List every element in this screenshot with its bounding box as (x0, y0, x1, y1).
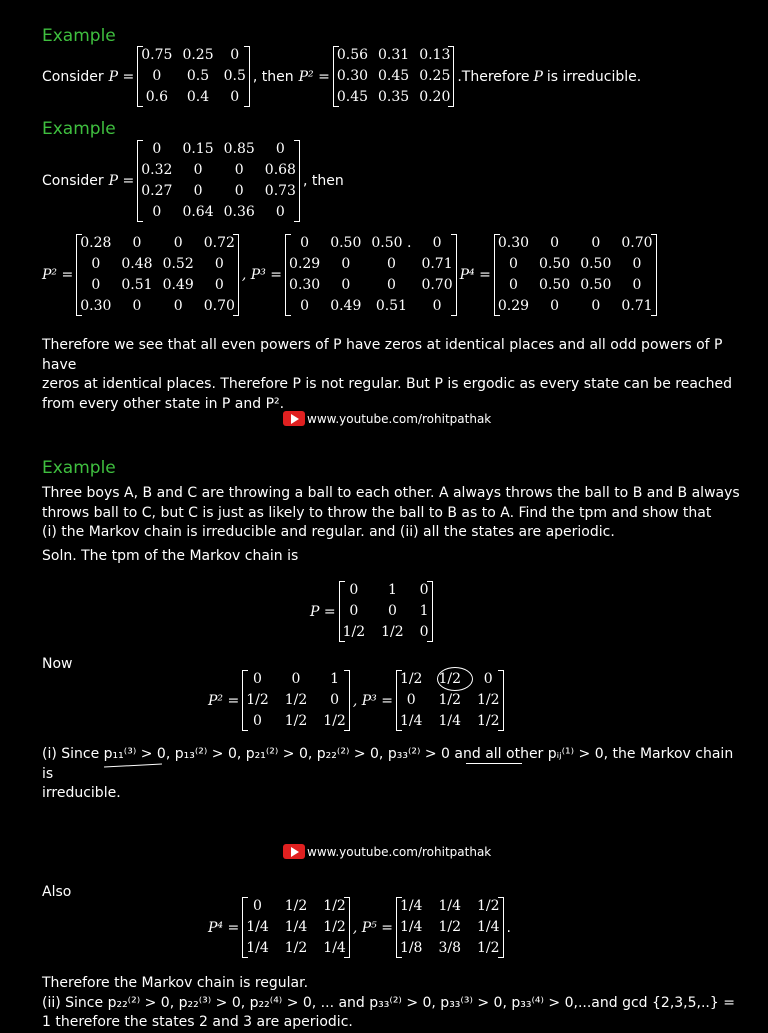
matrix-entry: 0.51 (121, 277, 153, 293)
matrix-entry: 0 (214, 277, 224, 293)
example-3-problem (42, 484, 742, 566)
matrix-entry: 1/2 (477, 692, 500, 708)
matrix-entry: 0.48 (121, 256, 153, 272)
matrix-entry: 0 (230, 47, 240, 63)
matrix-entry: 1/2 (438, 692, 461, 708)
irreducible-label: is irreducible. (546, 68, 642, 85)
matrix-entry: 0.30 (289, 277, 321, 293)
matrix-entry: 1 (330, 671, 339, 687)
conclusion-line-2: zeros at identical places. Therefore P is not regular. But P is ergodic as every state can be reached (42, 376, 732, 392)
matrix-entry: 0 (193, 162, 203, 178)
matrix-entry: 0.5 (223, 68, 246, 84)
matrix-entry: 0 (349, 603, 359, 619)
matrix-entry: 0.52 (162, 256, 194, 272)
p4-label: P⁴ = (208, 919, 240, 936)
matrix-entry: 0 (152, 204, 162, 220)
p-symbol: P (533, 68, 543, 85)
example-2-powers (42, 234, 660, 316)
matrix-entry: 0.15 (182, 141, 214, 157)
matrix-entry: 0.75 (141, 47, 173, 63)
matrix-entry: 0.13 (419, 47, 451, 63)
matrix-entry: 0 (132, 298, 142, 314)
matrix-entry: 0 (632, 256, 642, 272)
matrix-entry: 1/2 (323, 898, 346, 914)
matrix-entry: 0.73 (264, 183, 296, 199)
example-2-heading: Example (42, 119, 116, 139)
matrix-entry: 0.25 (182, 47, 214, 63)
then-label: , then (302, 173, 344, 189)
matrix-p3 (285, 234, 457, 316)
p4-label: P⁴ = (459, 267, 491, 283)
matrix-entry: 0.70 (621, 235, 653, 251)
conclusion-line-1: Therefore we see that all even powers of P have zeros at identical places and all odd powers of P have (42, 337, 723, 373)
matrix-entry: 0 (152, 68, 162, 84)
matrix-entry: 1/2 (477, 898, 500, 914)
matrix-entry: 1/2 (284, 713, 308, 729)
matrix-entry: 0 (632, 277, 642, 293)
matrix-entry: 0 (386, 256, 396, 272)
matrix-entry: 0.31 (378, 47, 410, 63)
matrix-entry: 0.20 (419, 89, 451, 105)
consider-label: Consider (42, 68, 104, 85)
youtube-play-icon (283, 411, 305, 426)
matrix-entry: 0 (173, 298, 183, 314)
p2-label: P² = (208, 692, 240, 709)
annotation-underline-2 (466, 763, 522, 764)
matrix-entry: 1/4 (246, 919, 269, 935)
matrix-entry: 0.72 (203, 235, 235, 251)
problem-line-3: (i) the Markov chain is irreducible and regular. and (ii) all the states are aperiodic. (42, 524, 615, 540)
matrix-entry: 0.35 (378, 89, 410, 105)
matrix-entry: 0 (432, 298, 442, 314)
matrix-entry: 0.56 (336, 47, 369, 63)
matrix-entry: 0 (214, 256, 224, 272)
example-2-conclusion (42, 336, 742, 414)
aperiodic-line-1: (ii) Since p₂₂⁽²⁾ > 0, p₂₂⁽³⁾ > 0, p₂₂⁽⁴⁾ > 0, ... and p₃₃⁽²⁾ > 0, p₃₃⁽³⁾ > 0, p₃₃⁽⁴⁾ > 0,...and gcd {2,3,5,..} = (42, 994, 735, 1011)
matrix-entry: 0 (406, 692, 416, 708)
matrix-entry: 0 (300, 235, 310, 251)
matrix-entry: 0 (253, 713, 262, 729)
matrix-entry: 0.30 (336, 68, 369, 84)
p-label: P = (310, 603, 336, 620)
matrix-entry: 0 (386, 277, 396, 293)
matrix-entry: 0.45 (378, 68, 410, 84)
matrix-entry: 0 (132, 235, 142, 251)
matrix-p2 (76, 234, 239, 316)
p2-label: P² = (298, 68, 330, 85)
matrix-entry: 0 (300, 298, 310, 314)
matrix-entry: 1/4 (284, 919, 308, 935)
matrix-entry: 0 (275, 141, 285, 157)
matrix-entry: 0 (550, 235, 560, 251)
matrix-entry: 0 (387, 603, 397, 619)
p2-label: P² = (42, 267, 74, 283)
matrix-entry: 1/2 (246, 692, 269, 708)
aperiodic-line-2: 1 therefore the states 2 and 3 are aperiodic. (42, 1014, 353, 1030)
period-mark: . (506, 919, 511, 936)
matrix-entry: 0.70 (421, 277, 453, 293)
matrix-entry: 0.6 (145, 89, 168, 105)
conclusion-line-3: from every other state in P and P². (42, 395, 285, 412)
therefore-label: .Therefore (457, 68, 530, 85)
matrix-entry: 0 (291, 671, 301, 687)
matrix-entry: 0 (234, 162, 244, 178)
matrix-entry: 0.4 (186, 89, 210, 105)
matrix-entry: 0.71 (421, 256, 453, 272)
matrix-entry: 0 (230, 89, 240, 105)
solution-line: Soln. The tpm of the Markov chain is (42, 547, 299, 564)
matrix-entry: 1/4 (323, 940, 346, 956)
matrix-entry: 0 (349, 582, 359, 598)
matrix-entry: 0.50 (330, 235, 362, 251)
consider-label: Consider (42, 173, 104, 189)
since-line-2: irreducible. (42, 785, 121, 801)
matrix-entry: 1/4 (477, 919, 500, 935)
matrix-entry: 0 (591, 235, 601, 251)
matrix-p2 (333, 46, 455, 107)
matrix-entry: 0.36 (223, 204, 255, 220)
matrix-entry: 0 (419, 624, 429, 640)
example-3-p4-p5 (208, 897, 511, 958)
matrix-entry: 0 (508, 277, 518, 293)
matrix-entry: 0 (591, 298, 601, 314)
matrix-entry: 0.64 (182, 204, 214, 220)
matrix-entry: 1/2 (438, 919, 461, 935)
matrix-p (137, 140, 300, 222)
matrix-entry: 0 (432, 235, 442, 251)
matrix-entry: 1/4 (399, 713, 423, 729)
matrix-entry: 0.50 . (371, 235, 412, 251)
matrix-entry: 0.25 (419, 68, 451, 84)
matrix-entry: 1/2 (477, 940, 500, 956)
youtube-watermark-2 (283, 844, 491, 859)
matrix-p4 (494, 234, 657, 316)
p3-label: , P³ = (241, 267, 283, 283)
matrix-p5 (396, 897, 504, 958)
matrix-entry: 0.29 (497, 298, 530, 314)
matrix-entry: 0.27 (141, 183, 173, 199)
youtube-watermark-1 (283, 411, 491, 426)
matrix-entry: 0 (330, 692, 339, 708)
matrix-entry: 0.50 (539, 277, 571, 293)
matrix-entry: 0.51 (375, 298, 407, 314)
matrix-entry: 0 (253, 671, 262, 687)
problem-line-1: Three boys A, B and C are throwing a ball to each other. A always throws the ball to B and B always (42, 485, 740, 501)
matrix-entry: 1/8 (399, 940, 423, 956)
matrix-entry: 0.32 (141, 162, 173, 178)
matrix-entry: 0 (152, 141, 162, 157)
problem-line-2: throws ball to C, but C is just as likely to throw the ball to B as to A. Find the tpm and show that (42, 504, 712, 521)
matrix-entry: 1/2 (438, 671, 461, 687)
matrix-entry: 0.49 (162, 277, 194, 293)
matrix-entry: 0.5 (186, 68, 210, 84)
matrix-entry: 0 (234, 183, 244, 199)
p-label: P = (108, 68, 135, 85)
matrix-entry: 1 (387, 582, 397, 598)
example-1-equation (42, 46, 641, 107)
matrix-entry: 0 (483, 671, 493, 687)
matrix-entry: 1/4 (246, 940, 269, 956)
irreducible-argument (42, 745, 742, 804)
matrix-entry: 0.50 (539, 256, 571, 272)
regular-line: Therefore the Markov chain is regular. (42, 975, 309, 991)
matrix-entry: 0 (173, 235, 183, 251)
matrix-p4 (242, 897, 350, 958)
p3-label: , P³ = (352, 692, 393, 709)
youtube-play-icon (283, 844, 305, 859)
matrix-entry: 0.29 (289, 256, 321, 272)
matrix-p2 (242, 670, 350, 731)
matrix-entry: 1/2 (323, 919, 346, 935)
matrix-p (137, 46, 250, 107)
example-2-equation (42, 140, 344, 222)
also-label: Also (42, 884, 72, 900)
matrix-entry: 0.45 (336, 89, 369, 105)
matrix-entry: 1/4 (438, 713, 461, 729)
matrix-entry: 0.68 (264, 162, 296, 178)
matrix-entry: 0.50 (580, 277, 612, 293)
p-label: P = (108, 173, 135, 189)
matrix-entry: 1/4 (399, 919, 423, 935)
example-1-heading: Example (42, 26, 116, 46)
matrix-entry: 0 (550, 298, 560, 314)
matrix-entry: 0 (193, 183, 203, 199)
example-3-heading: Example (42, 458, 116, 478)
matrix-entry: 1/2 (284, 692, 308, 708)
now-label: Now (42, 656, 73, 672)
matrix-entry: 0 (91, 277, 101, 293)
annotation-circle (437, 667, 473, 691)
matrix-entry: 0 (341, 256, 351, 272)
matrix-p (339, 581, 433, 642)
matrix-entry: 0.30 (497, 235, 530, 251)
matrix-entry: 0 (341, 277, 351, 293)
matrix-entry: 0 (419, 582, 429, 598)
youtube-url: www.youtube.com/rohitpathak (307, 844, 492, 859)
matrix-entry: 0.49 (330, 298, 362, 314)
matrix-entry: 0 (91, 256, 101, 272)
since-line-1: (i) Since p₁₁⁽³⁾ > 0, p₁₃⁽²⁾ > 0, p₂₁⁽²⁾ > 0, p₂₂⁽²⁾ > 0, p₃₃⁽²⁾ > 0 and all other pᵢⱼ⁽¹⁾ > 0, the Markov chain is (42, 746, 734, 782)
matrix-entry: 0.85 (223, 141, 255, 157)
matrix-entry: 0.70 (203, 298, 235, 314)
matrix-entry: 0.28 (80, 235, 112, 251)
matrix-entry: 0 (275, 204, 285, 220)
p5-label: , P⁵ = (352, 919, 393, 936)
matrix-entry: 1/2 (477, 713, 500, 729)
youtube-url: www.youtube.com/rohitpathak (307, 411, 492, 426)
matrix-entry: 0 (508, 256, 518, 272)
matrix-entry: 1/2 (399, 671, 423, 687)
matrix-entry: 3/8 (438, 940, 461, 956)
matrix-entry: 0.30 (80, 298, 112, 314)
matrix-entry: 0.50 (580, 256, 612, 272)
matrix-entry: 1/2 (284, 898, 308, 914)
matrix-entry: 1/4 (399, 898, 423, 914)
matrix-entry: 1/2 (284, 940, 308, 956)
matrix-entry: 1 (419, 603, 429, 619)
matrix-entry: 0 (253, 898, 262, 914)
then-label: , then (252, 68, 294, 85)
matrix-entry: 1/2 (381, 624, 404, 640)
matrix-entry: 1/4 (438, 898, 461, 914)
matrix-entry: 1/2 (323, 713, 346, 729)
matrix-entry: 0.71 (621, 298, 653, 314)
example-3-tpm (310, 581, 436, 642)
matrix-entry: 1/2 (342, 624, 366, 640)
